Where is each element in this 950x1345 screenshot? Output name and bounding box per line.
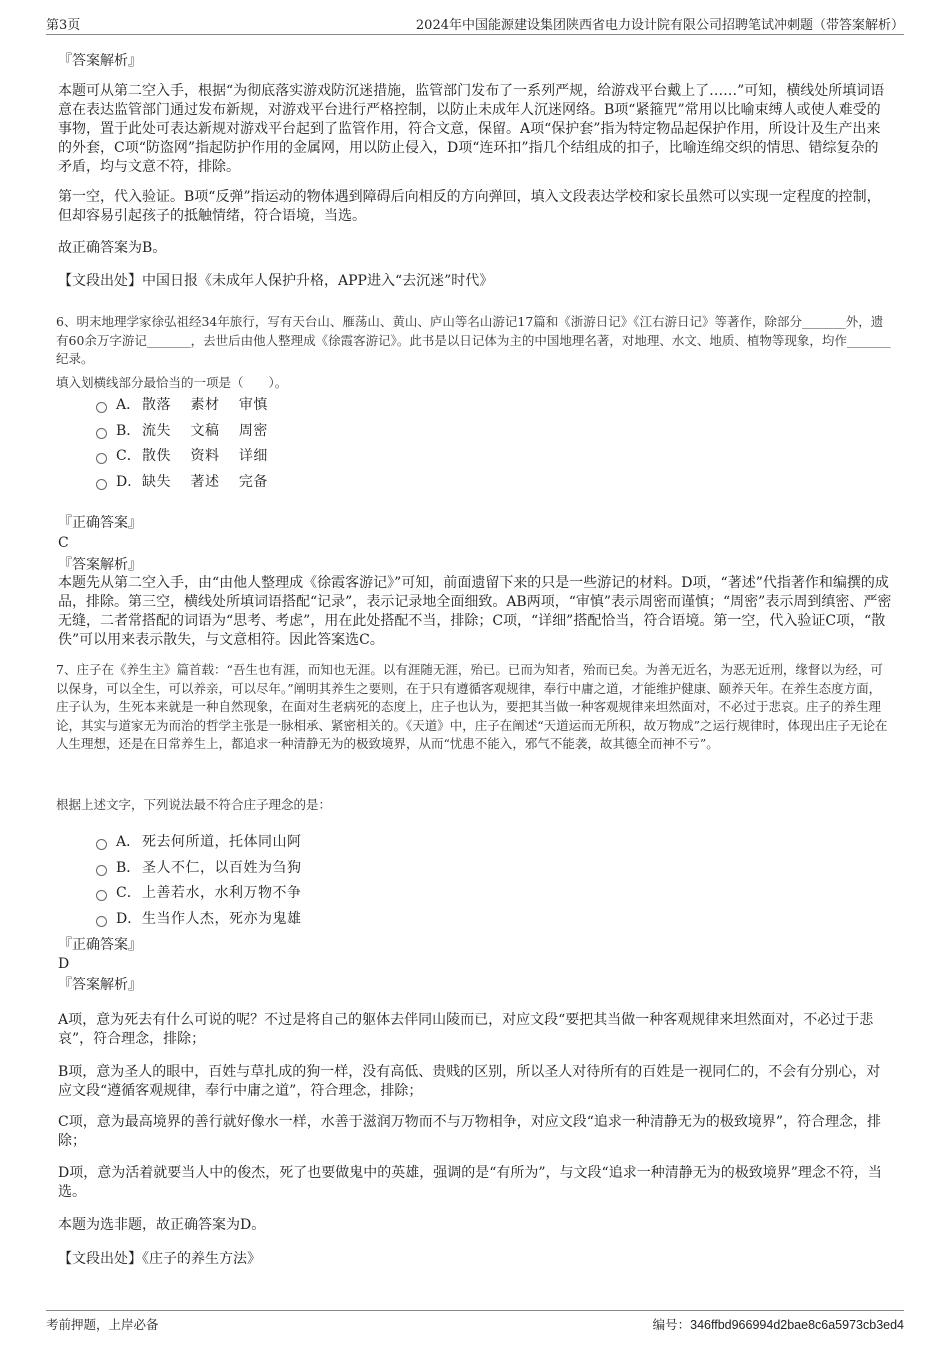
q7-passage: 7、庄子在《养生主》篇首载：“吾生也有涯，而知也无涯。以有涯随无涯，殆已。已而为知者，殆而已矣。为善无近名，为恶无近刑，缘督以为经，可以保身，可以全生，可以养亲，可以尽年。”阐明其养生之要则，在于只有遵循客观规律，奉行中庸之道，才能维护健康、颐养天年。在养生态度方面，庄子认为，生死本来就是一种自然现象，在面对生老病死的态度上，庄子也认为，要把其当做一种客观规律来坦然面对，不必过于悲哀。庄子的养生理论，其实与道家无为而治的哲学主张是一脉相承、紧密相关的。《天道》中，庄子在阐述“天道运而无所积，故万物成”之运行规律时，体现出庄子无论在人生理想，还是在日常养生上，都追求一种清静无为的极致境界，从而“忧患不能入，邪气不能袭，故其德全而神不亏”。: [56, 662, 888, 751]
q6-analysis: 本题先从第二空入手，由“由他人整理成《徐霞客游记》”可知，前面遗留下来的只是一些游记的材料。D项，“著述”代指著作和编撰的成品，排除。第三空，横线处所填词语搭配“记录”，表示记录地全面细致。AB两项，“审慎”表示周密而谨慎；“周密”表示周到缜密、严密无缝，二者常搭配的词语为“思考、考虑”，用在此处搭配不当，排除；C项，“详细”搭配恰当，符合语境。第一空，代入验证C项，“散佚”可以用来表示散失，与文意相符。因此答案选C。: [58, 575, 892, 648]
radio-icon[interactable]: [96, 865, 107, 876]
footer-slogan: 考前押题，上岸必备: [46, 1317, 159, 1332]
q6-options: [96, 393, 268, 495]
document-code: [653, 1315, 904, 1333]
page-header: [46, 12, 904, 35]
q7-analysis-d: D项，意为活着就要当人中的俊杰，死了也要做鬼中的英雄，强调的是“有所为”，与文段“追求一种清静无为的极致境界”理念不符，当选。: [58, 1165, 882, 1200]
q7-conclusion: 本题为选非题，故正确答案为D。: [58, 1217, 266, 1233]
q6-option-b[interactable]: B． 流失 文稿 周密: [96, 419, 268, 445]
q6-question: 6、明末地理学家徐弘祖经34年旅行，写有天台山、雁荡山、黄山、庐山等名山游记17篇和《浙游日记》《江右游日记》等著作，除部分_______外，遗有60余万字游记_______，去世后由他人整理成《徐霞客游记》。此书是以日记体为主的中国地理名著，对地理、水文、地质、植物等现象，均作_______纪录。: [56, 314, 891, 366]
radio-icon[interactable]: [96, 453, 107, 464]
q7-analysis-b: B项，意为圣人的眼中，百姓与草扎成的狗一样，没有高低、贵贱的区别，所以圣人对待所有的百姓是一视同仁的，不会有分别心，对应文段“遵循客观规律，奉行中庸之道”，符合理念，排除；: [58, 1064, 881, 1099]
q5-analysis-p2: 第一空，代入验证。B项“反弹”指运动的物体遇到障碍后向相反的方向弹回，填入文段表达学校和家长虽然可以实现一定程度的控制，但却容易引起孩子的抵触情绪，符合语境，当选。: [58, 189, 881, 224]
radio-icon[interactable]: [96, 479, 107, 490]
q6-option-d[interactable]: D． 缺失 著述 完备: [96, 470, 268, 496]
q7-analysis-heading: 『答案解析』: [58, 977, 142, 993]
q5-analysis-heading: 『答案解析』: [58, 53, 142, 69]
q7-options: [96, 830, 302, 932]
q7-option-c[interactable]: C． 上善若水，水利万物不争: [96, 881, 302, 907]
code-value: 346ffbd966994d2bae8c6a5973cb3ed4: [690, 1318, 904, 1332]
page-number: 第3页: [46, 18, 81, 33]
q7-answer-heading: 『正确答案』: [58, 937, 142, 953]
q7-option-a[interactable]: A． 死去何所道，托体同山阿: [96, 830, 302, 856]
code-label: 编号：: [652, 1317, 691, 1332]
q7-option-b[interactable]: B． 圣人不仁，以百姓为刍狗: [96, 856, 302, 882]
q5-analysis-p1: 本题可从第二空入手，根据“为彻底落实游戏防沉迷措施，监管部门发布了一系列严规，给游戏平台戴上了……”可知，横线处所填词语意在表达监管部门通过发布新规，对游戏平台进行严格控制，以防止未成年人沉迷网络。B项“紧箍咒”常用以比喻束缚人或使人难受的事物，置于此处可表达新规对游戏平台起到了监管作用，符合文意，保留。A项“保护套”指为特定物品起保护作用，所设计及生产出来的外套，C项“防盗网”指起防护作用的金属网，用以防止侵入，D项“连环扣”指几个结组成的扣子，比喻连绵交织的情思、错综复杂的矛盾，均与文意不符，排除。: [58, 83, 885, 175]
radio-icon[interactable]: [96, 428, 107, 439]
radio-icon[interactable]: [96, 402, 107, 413]
q7-source: 【文段出处】《庄子的养生方法》: [58, 1251, 261, 1267]
q7-prompt: 根据上述文字，下列说法最不符合庄子理念的是：: [56, 797, 332, 812]
page-footer: [46, 1310, 904, 1335]
q7-analysis-c: C项，意为最高境界的善行就好像水一样，水善于滋润万物而不与万物相争，对应文段“追求一种清静无为的极致境界”，符合理念，排除；: [58, 1114, 882, 1149]
q5-conclusion: 故正确答案为B。: [58, 240, 167, 256]
q6-option-c[interactable]: C． 散佚 资料 详细: [96, 444, 268, 470]
document-title: 2024年中国能源建设集团陕西省电力设计院有限公司招聘笔试冲刺题（带答案解析）: [415, 18, 904, 33]
radio-icon[interactable]: [96, 916, 107, 927]
q7-answer: D: [58, 956, 70, 972]
q6-analysis-heading: 『答案解析』: [58, 557, 142, 573]
q6-answer: C: [58, 535, 69, 551]
q7-option-d[interactable]: D． 生当作人杰，死亦为鬼雄: [96, 907, 302, 933]
q6-prompt: 填入划横线部分最恰当的一项是（ ）。: [56, 375, 288, 390]
radio-icon[interactable]: [96, 839, 107, 850]
q6-answer-heading: 『正确答案』: [58, 515, 142, 531]
radio-icon[interactable]: [96, 890, 107, 901]
q5-source: 【文段出处】中国日报《未成年人保护升格，APP进入“去沉迷”时代》: [58, 273, 494, 289]
q6-option-a[interactable]: A． 散落 素材 审慎: [96, 393, 268, 419]
q7-analysis-a: A项，意为死去有什么可说的呢？不过是将自己的躯体去伴同山陵而已，对应文段“要把其当做一种客观规律来坦然面对，不必过于悲哀”，符合理念，排除；: [58, 1012, 874, 1047]
